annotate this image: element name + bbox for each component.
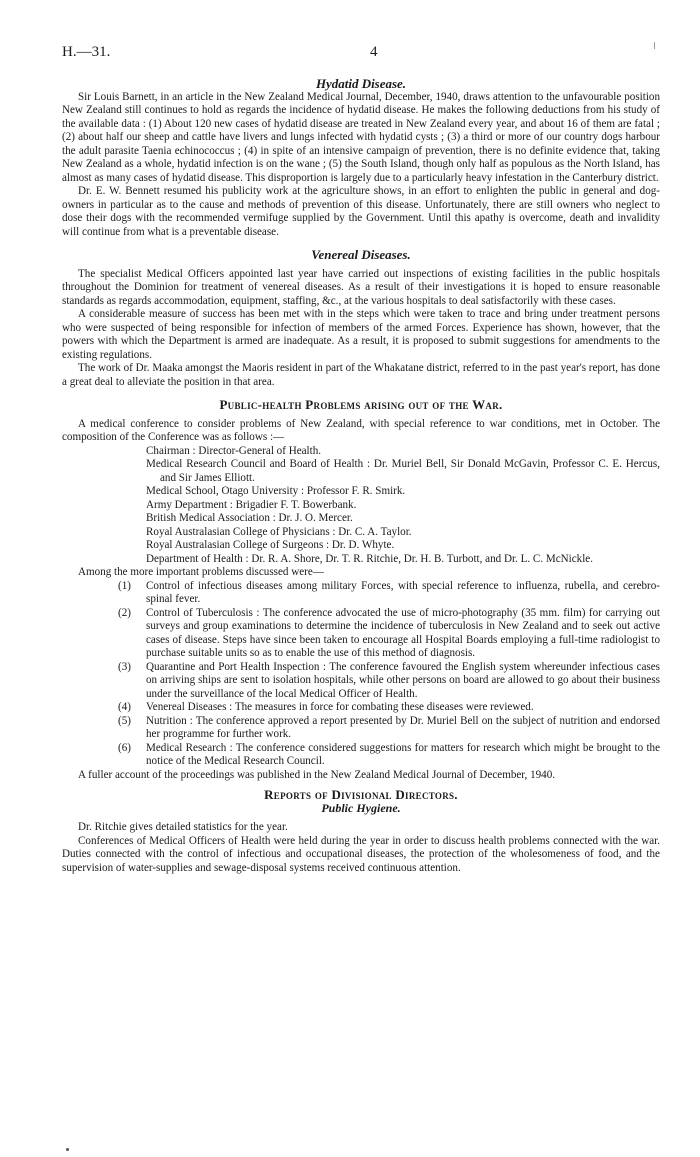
scan-speck: [66, 1148, 69, 1151]
member-entry: Royal Australasian College of Physicians : Dr. C. A. Taylor.: [146, 525, 412, 538]
member-entry: Medical Research Council and Board of Health : Dr. Muriel Bell, Sir Donald McGavin, Professor C. E. Hercus, and Sir James Elliott.: [146, 458, 660, 484]
problem-text: Nutrition : The conference approved a report presented by Dr. Muriel Bell on the subject of nutrition and endorsed her programme for further work.: [146, 714, 660, 740]
problem-item: [118, 701, 660, 715]
problem-text: Venereal Diseases : The measures in force for combating these diseases were reviewed.: [146, 701, 534, 713]
page-header: [62, 44, 660, 64]
hydatid-paragraph-2: Dr. E. W. Bennett resumed his publicity work at the agriculture shows, in an effort to enlighten the public in general and dog-owners in particular as to the cause and methods of prevention of this disease. Unfortunately, there are still owners who neglect to dose their dogs with the recommended vermifuge supplied by the Government. Until this apathy is overcome, death and invalidity will continue from what is a preventable disease.: [62, 185, 660, 238]
venereal-paragraph-2: A considerable measure of success has been met with in the steps which were taken to trace and bring under treatment persons who were suspected of being responsible for infection of members of the armed Forces. Experience has shown, however, that the powers with which the Department is armed are inadequate. As a result, it is proposed to submit suggestions for amendments to the existing regulations.: [62, 308, 660, 361]
reports-paragraph-2: Conferences of Medical Officers of Health were held during the year in order to discuss health problems connected with the war. Duties connected with the control of infectious and occupational diseases, the protection of the wholesomeness of food, and the supervision of water-supplies and sewage-disposal systems received continuous attention.: [62, 834, 660, 874]
problem-number: (5): [118, 714, 131, 727]
reports-paragraph-1: Dr. Ritchie gives detailed statistics for the year.: [78, 821, 288, 833]
problem-number: (1): [118, 579, 131, 592]
member-entry: British Medical Association : Dr. J. O. Mercer.: [146, 512, 353, 524]
problem-item: [118, 742, 660, 769]
document-body: [62, 77, 660, 875]
war-closing: A fuller account of the proceedings was published in the New Zealand Medical Journal of December, 1940.: [78, 768, 556, 781]
problem-item: [118, 661, 660, 702]
venereal-paragraph-3: The work of Dr. Maaka amongst the Maoris resident in part of the Whakatane district, referred to in the past year's report, has done a great deal to alleviate the position in that area.: [62, 362, 660, 388]
page-number: 4: [370, 44, 378, 60]
problem-text: Control of infectious diseases among military Forces, with special reference to influenza, rubella, and cerebro-spinal fever.: [146, 579, 660, 605]
problem-number: (3): [118, 660, 131, 673]
subsection-title-public-hygiene: Public Hygiene.: [321, 800, 401, 815]
member-entry: Army Department : Brigadier F. T. Bowerbank.: [146, 498, 357, 511]
war-intro: A medical conference to consider problems of New Zealand, with special reference to war conditions, met in October. The composition of the Conference was as follows :—: [62, 417, 660, 443]
problem-number: (2): [118, 606, 131, 619]
problem-number: (6): [118, 741, 131, 754]
problems-intro: Among the more important problems discussed were—: [78, 566, 324, 578]
hydatid-paragraph-1: Sir Louis Barnett, in an article in the New Zealand Medical Journal, December, 1940, draws attention to the unfavourable position New Zealand still continues to hold as regards the incidence of hydatid disease. He makes the following deductions from his study of the available data : (1) About 120 new cases of hydatid disease are treated in New Zealand every year, and about 16 of them are fatal ; (2) about half our sheep and cattle have livers and lungs infected with hydatid cysts ; (3) a third or more of our country dogs harbour the adult parasite Taenia echinococcus ; (4) in spite of an intensive campaign of prevention, there is no definite evidence that, taking New Zealand as a whole, hydatid infection is on the wane ; (5) the South Island, though only half as populous as the North Island, has almost as many cases of hydatid disease. This disproportion is largely due to a particularly heavy infestation in the Canterbury district.: [62, 90, 660, 184]
venereal-paragraph-1: The specialist Medical Officers appointed last year have carried out inspections of existing facilities in the public hospitals throughout the Dominion for treatment of venereal diseases. As a result of their investigations it is hoped to ensure reasonable standards as regards accommodation, equipment, staffing, &c., at the various hospitals to deal satisfactorily with these cases.: [62, 267, 660, 307]
problems-list: [62, 580, 660, 769]
conference-members-list: [62, 445, 660, 567]
member-entry: Medical School, Otago University : Professor F. R. Smirk.: [146, 485, 406, 497]
problem-text: Quarantine and Port Health Inspection : The conference favoured the English system whereunder infectious cases on arriving ships are sent to isolation hospitals, while other persons on board are allowed to go about their business under the surveillance of the local Medical Officer of Health.: [146, 660, 660, 700]
margin-mark: [654, 42, 655, 49]
report-code: H.—31.: [62, 44, 111, 60]
problem-number: (4): [118, 701, 131, 713]
problem-text: Medical Research : The conference considered suggestions for matters for research which might be brought to the notice of the Medical Research Council.: [146, 741, 660, 767]
problem-item: [118, 580, 660, 607]
section-title-venereal: Venereal Diseases.: [311, 247, 411, 262]
section-title-war: Public-health Problems arising out of the War.: [219, 397, 503, 412]
section-title-reports: Reports of Divisional Directors.: [264, 787, 458, 802]
problem-item: [118, 715, 660, 742]
member-entry: Chairman : Director-General of Health.: [146, 444, 322, 457]
problem-text: Control of Tuberculosis : The conference advocated the use of micro-photography (35 mm. film) for carrying out surveys and group examinations to determine the incidence of tuberculosis in New Zealand and to seek out active cases of disease. Steps have since been taken to encourage all Hospital Boards employing a full-time radiologist to purchase suitable units so as to enable the use of this method of diagnosis.: [146, 606, 660, 659]
section-title-hydatid: Hydatid Disease.: [315, 76, 407, 91]
problem-item: [118, 607, 660, 661]
member-entry: Royal Australasian College of Surgeons : Dr. D. Whyte.: [146, 539, 395, 551]
member-entry: Department of Health : Dr. R. A. Shore, Dr. T. R. Ritchie, Dr. H. B. Turbott, and Dr. L. C. McNickle.: [146, 552, 593, 565]
